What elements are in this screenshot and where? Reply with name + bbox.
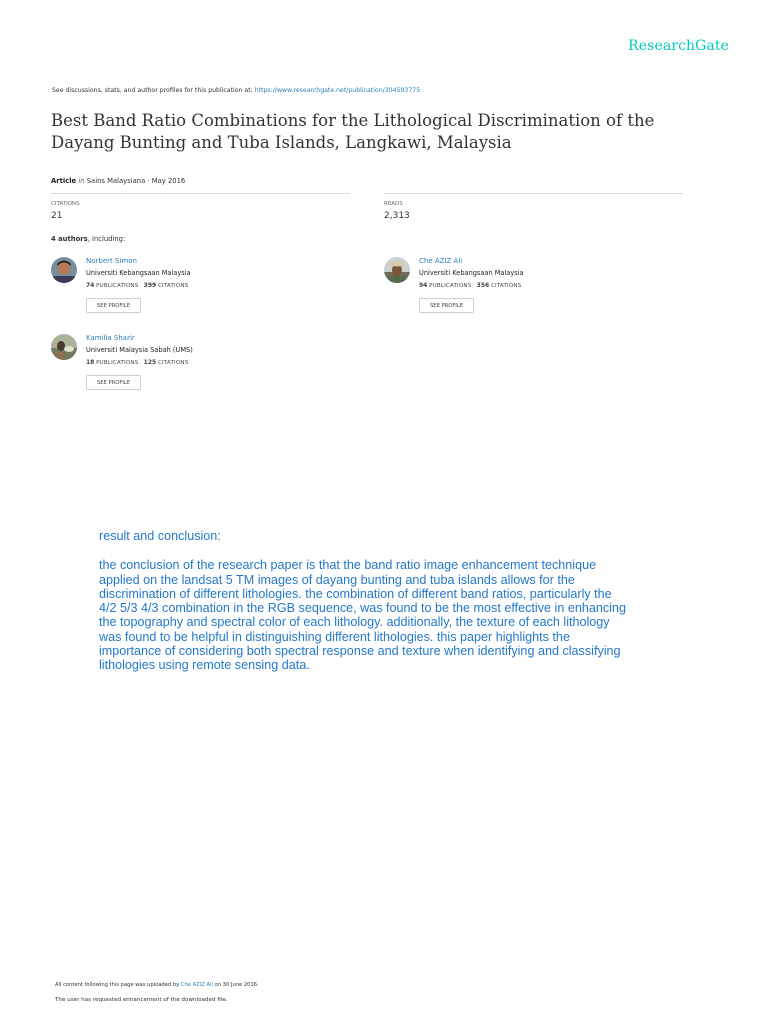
researchgate-logo[interactable]: ResearchGate (628, 38, 729, 54)
discussion-line (52, 87, 420, 94)
see-profile-button[interactable]: SEE PROFILE (419, 298, 474, 313)
author-card (51, 334, 351, 404)
author-publications-count: 18 (86, 359, 95, 366)
avatar[interactable] (384, 257, 410, 283)
author-name-link[interactable]: Norbert Simon (86, 257, 137, 265)
citations-count: 21 (51, 211, 63, 221)
upload-note (55, 982, 259, 988)
paper-title: Best Band Ratio Combinations for the Lithological Discrimination of the Dayang Bunting and Tuba Islands, Langkawi, Malaysia (51, 111, 655, 152)
see-profile-button[interactable]: SEE PROFILE (86, 375, 141, 390)
reads-count: 2,313 (384, 211, 410, 221)
citations-label: CITATIONS (490, 283, 522, 289)
authors-suffix: , including: (87, 235, 126, 243)
author-institution: Universiti Kebangsaan Malaysia (419, 269, 524, 277)
author-publications-count: 74 (86, 282, 95, 289)
divider-right (384, 193, 683, 194)
author-citations-count: 356 (476, 282, 490, 289)
reads-label: READS (384, 201, 403, 207)
author-institution: Universiti Malaysia Sabah (UMS) (86, 346, 193, 354)
see-profile-button[interactable]: SEE PROFILE (86, 298, 141, 313)
author-name-link[interactable]: Che AZIZ Ali (419, 257, 463, 265)
publications-label: PUBLICATIONS (96, 360, 139, 366)
upload-suffix: on 30 June 2016. (212, 982, 259, 988)
author-citations-count: 125 (143, 359, 157, 366)
enhancement-note: The user has requested enhancement of the downloaded file. (55, 997, 228, 1003)
article-meta (51, 177, 185, 185)
publications-label: PUBLICATIONS (429, 283, 472, 289)
publications-label: PUBLICATIONS (96, 283, 139, 289)
avatar[interactable] (51, 257, 77, 283)
citations-label: CITATIONS (157, 360, 189, 366)
publication-url-link[interactable]: https://www.researchgate.net/publication/304593775 (254, 87, 421, 94)
author-card (384, 257, 684, 327)
citations-label: CITATIONS (51, 201, 80, 207)
author-card (51, 257, 351, 327)
uploader-link[interactable]: Che AZIZ Ali (180, 982, 213, 988)
citations-label: CITATIONS (157, 283, 189, 289)
summary-body: the conclusion of the research paper is that the band ratio image enhancement technique applied on the landsat 5 TM images of dayang bunting and tuba islands allows for the discrimination of different lithologies. the combination of different band ratios, particularly the 4/2 5/3 4/3 combination in the RGB sequence, was found to be the most effective in enhancing the topography and spectral color of each lithology. additionally, the texture of each lithology was found to be helpful in distinguishing different lithologies. this paper highlights the importance of considering both spectral response and texture when identifying and classifying lithologies using remote sensing data. (99, 558, 626, 673)
divider-left (51, 193, 350, 194)
authors-count: 4 authors (51, 235, 88, 243)
summary-block (99, 529, 629, 673)
article-type: Article (51, 177, 77, 185)
upload-prefix: All content following this page was uploaded by (55, 982, 181, 988)
author-name-link[interactable]: Kamilia Sharir (86, 334, 135, 342)
summary-heading: result and conclusion: (99, 529, 221, 543)
author-citations-count: 399 (143, 282, 157, 289)
author-stats (86, 359, 188, 366)
discussion-prefix: See discussions, stats, and author profiles for this publication at: (52, 87, 255, 94)
author-stats (86, 282, 188, 289)
author-publications-count: 94 (419, 282, 428, 289)
author-institution: Universiti Kebangsaan Malaysia (86, 269, 191, 277)
avatar[interactable] (51, 334, 77, 360)
article-venue: Sains Malaysiana · May 2016 (86, 177, 186, 185)
author-stats (419, 282, 521, 289)
authors-heading (51, 235, 125, 243)
article-in: in (78, 177, 85, 185)
